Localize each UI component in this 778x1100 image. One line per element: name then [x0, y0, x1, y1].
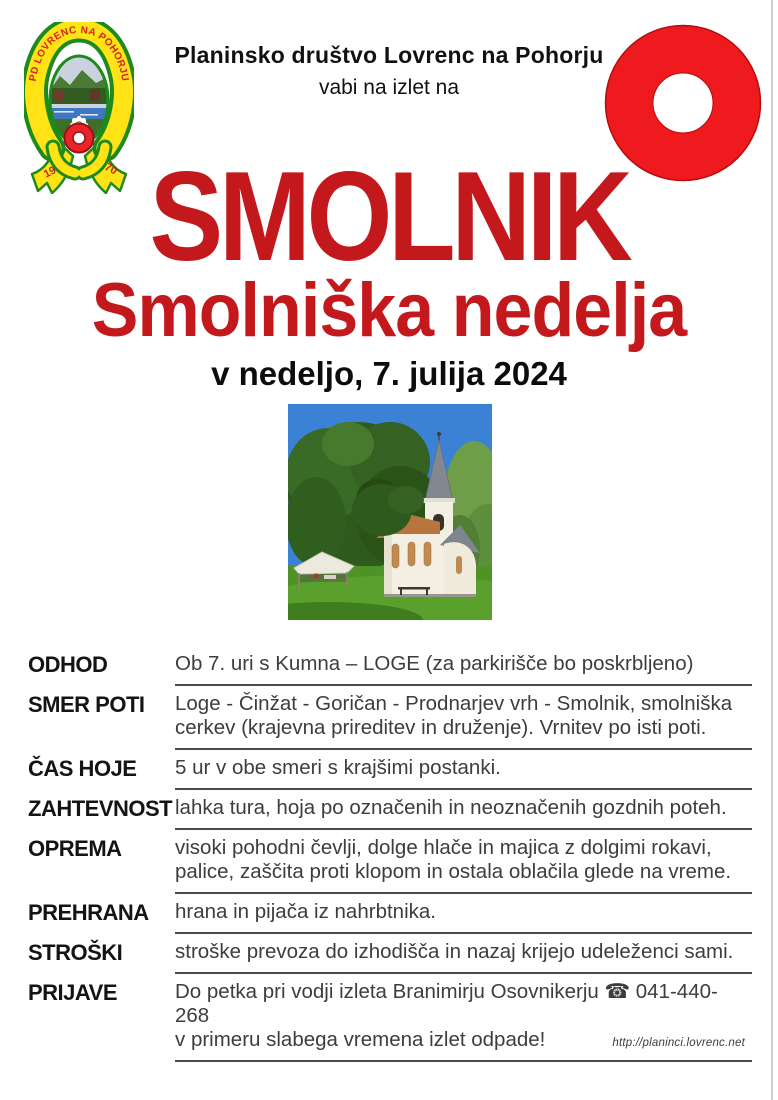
- detail-value-line: lahka tura, hoja po označenih in neoznačenih gozdnih poteh.: [175, 796, 727, 819]
- church-photo-graphic: [288, 404, 492, 620]
- page-edge-line: [771, 0, 773, 1100]
- table-row: [28, 934, 752, 974]
- table-row: [28, 646, 752, 686]
- table-row: [28, 790, 752, 830]
- event-photo: [288, 404, 492, 620]
- detail-value: [175, 646, 752, 686]
- detail-value-line: cerkev (krajevna prireditev in druženje). Vrnitev po isti poti.: [175, 716, 707, 739]
- detail-value-line: palice, zaščita proti klopom in ostala oblačila glede na vreme.: [175, 860, 732, 883]
- detail-value-line: visoki pohodni čevlji, dolge hlače in majica z dolgimi rokavi,: [175, 836, 712, 859]
- footer-url: http://planinci.lovrenc.net: [612, 1037, 745, 1049]
- detail-value-line: 5 ur v obe smeri s krajšimi postanki.: [175, 756, 501, 779]
- detail-value-line: stroške prevoza do izhodišča in nazaj krijejo udeleženci sami.: [175, 940, 734, 963]
- detail-label: SMER POTI: [28, 692, 145, 717]
- detail-value: [175, 830, 752, 894]
- detail-value-line: Loge - Činžat - Goričan - Prodnarjev vrh - Smolnik, smolniška: [175, 692, 733, 715]
- detail-value: [175, 934, 752, 974]
- event-date: v nedeljo, 7. julija 2024: [211, 355, 567, 392]
- details-table: [28, 646, 752, 1062]
- detail-value: [175, 750, 752, 790]
- logo-year-right: 70: [102, 161, 120, 178]
- detail-value: [175, 790, 752, 830]
- logo-year-left: 19: [41, 164, 59, 181]
- detail-value: [175, 894, 752, 934]
- detail-label: PREHRANA: [28, 900, 149, 925]
- detail-value: [175, 686, 752, 750]
- table-row: [28, 894, 752, 934]
- detail-label: ČAS HOJE: [28, 756, 137, 781]
- detail-value-line: Do petka pri vodji izleta Branimirju Osovnikerju ☎ 041-440-268: [175, 980, 718, 1027]
- detail-label: PRIJAVE: [28, 980, 118, 1005]
- detail-label: OPREMA: [28, 836, 122, 861]
- table-row: [28, 686, 752, 750]
- detail-value-line: hrana in pijača iz nahrbtnika.: [175, 900, 436, 923]
- invite-line: vabi na izlet na: [318, 76, 460, 99]
- table-row: [28, 830, 752, 894]
- event-title: SMOLNIK: [149, 145, 629, 287]
- detail-value-line: Ob 7. uri s Kumna – LOGE (za parkirišče bo poskrbljeno): [175, 652, 694, 675]
- event-subtitle: Smolniška nedelja: [91, 268, 687, 353]
- logo-arc-text: PD LOVRENC NA POHORJU: [27, 24, 131, 83]
- table-row: [28, 750, 752, 790]
- detail-value-line: v primeru slabega vremena izlet odpade!: [175, 1028, 546, 1051]
- detail-label: STROŠKI: [28, 940, 123, 965]
- club-name: Planinsko društvo Lovrenc na Pohorju: [174, 42, 604, 68]
- detail-label: ODHOD: [28, 652, 108, 677]
- detail-label: ZAHTEVNOST: [28, 796, 173, 821]
